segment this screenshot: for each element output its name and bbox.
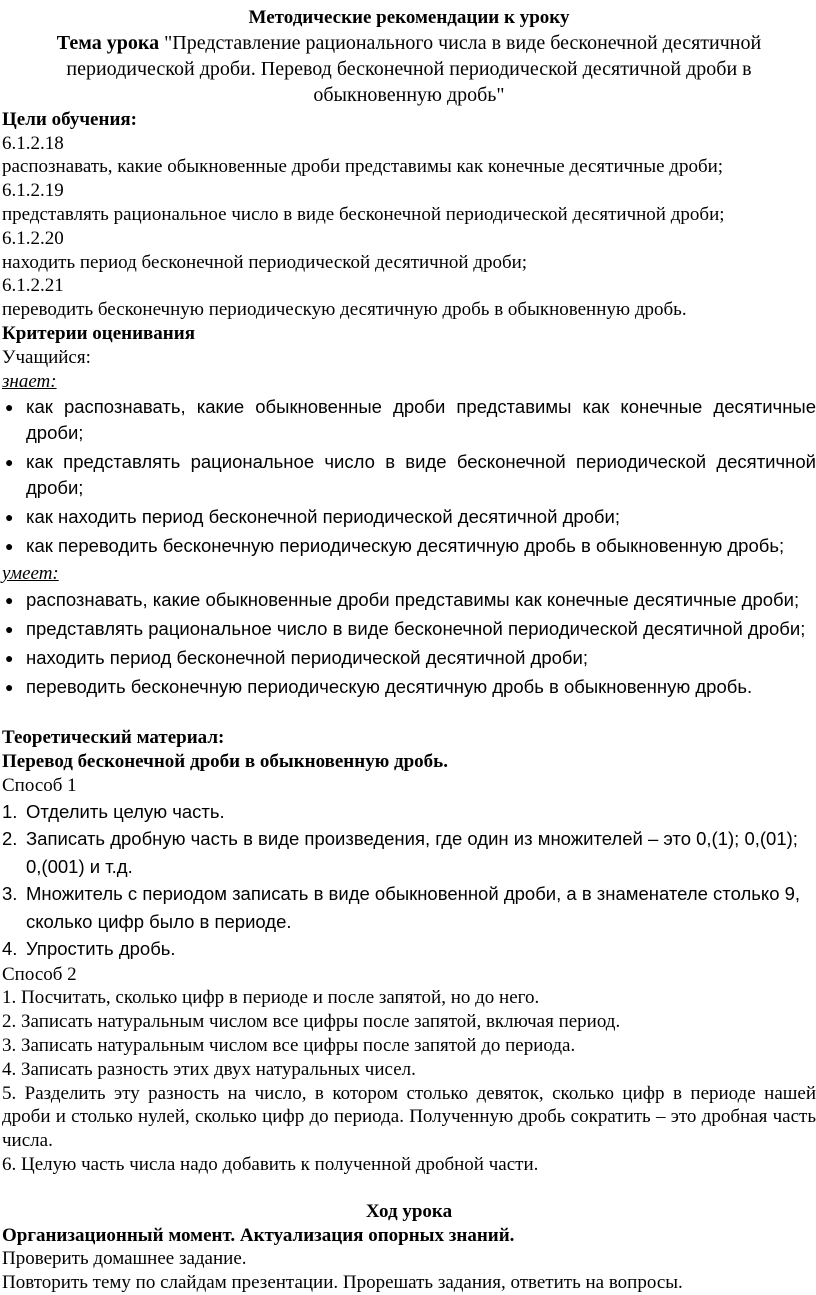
can-label: умеет: <box>2 563 59 585</box>
goal-text: распознавать, какие обыкновенные дроби представимы как конечные десятичные дроби; <box>2 156 724 178</box>
goal-text: представлять рациональное число в виде бесконечной периодической десятичной дроби; <box>2 203 725 225</box>
list-item: 4. Записать разность этих двух натуральных чисел. <box>2 1058 416 1080</box>
method1-label: Способ 1 <box>2 774 77 796</box>
bullet-icon: ● <box>5 509 14 526</box>
goal-text: переводить бесконечную периодическую десятичную дробь в обыкновенную дробь. <box>2 299 687 321</box>
criteria-heading: Критерии оценивания <box>2 322 195 344</box>
document-page <box>2 6 816 1295</box>
theory-heading: Теоретический материал: <box>2 727 225 749</box>
goal-code: 6.1.2.19 <box>2 180 64 202</box>
bullet-icon: ● <box>5 538 14 555</box>
bullet-icon: ● <box>5 621 14 638</box>
lesson-heading: Ход урока <box>365 1200 453 1222</box>
list-item: 4. Упростить дробь. <box>2 938 176 960</box>
lesson-stage: Организационный момент. Актуализация опорных знаний. <box>2 1224 515 1246</box>
goals-heading: Цели обучения: <box>2 108 137 130</box>
knows-label: знает: <box>2 370 57 392</box>
bullet-icon: ● <box>5 399 14 416</box>
bullet-icon: ● <box>5 679 14 696</box>
list-item: ● распознавать, какие обыкновенные дроби представимы как конечные десятичные дроби; <box>2 587 816 613</box>
student-label: Учащийся: <box>2 346 91 368</box>
list-item: ● как представлять рациональное число в виде бесконечной периодической десятичной дроби; <box>5 451 816 499</box>
list-item: 2. Записать дробную часть в виде произведения, где один из множителей – это 0,(1); 0,(01); 0,(001) и т.д. <box>2 828 798 877</box>
topic-text: "Представление рационального числа в виде бесконечной десятичной периодической дроби. Перевод бесконечной периодической десятичной дроби в обыкновенную дробь" <box>66 31 762 106</box>
list-item: ● переводить бесконечную периодическую десятичную дробь в обыкновенную дробь. <box>2 674 816 700</box>
list-item: 3. Записать натуральным числом все цифры после запятой до периода. <box>2 1034 576 1056</box>
list-item: ● как распознавать, какие обыкновенные дроби представимы как конечные десятичные дроби; <box>5 396 816 444</box>
lesson-line: Повторить тему по слайдам презентации. Прорешать задания, ответить на вопросы. <box>2 1272 683 1294</box>
list-item: ● находить период бесконечной периодической десятичной дроби; <box>2 645 816 671</box>
method2-label: Способ 2 <box>2 963 77 985</box>
bullet-icon: ● <box>5 592 14 609</box>
lesson-line: Проверить домашнее задание. <box>2 1248 247 1270</box>
list-item: ● представлять рациональное число в виде бесконечной периодической десятичной дроби; <box>2 616 816 642</box>
lesson-topic <box>2 30 816 108</box>
goal-code: 6.1.2.18 <box>2 132 64 154</box>
theory-subheading: Перевод бесконечной дроби в обыкновенную дробь. <box>2 750 448 772</box>
topic-label: Тема урока <box>56 31 165 54</box>
list-item: 6. Целую часть числа надо добавить к полученной дробной части. <box>2 1153 539 1175</box>
list-item: 1. Отделить целую часть. <box>2 800 225 822</box>
list-item: 2. Записать натуральным числом все цифры после запятой, включая период. <box>2 1011 621 1033</box>
goal-text: находить период бесконечной периодической десятичной дроби; <box>2 251 528 273</box>
list-item: 3. Множитель с периодом записать в виде обыкновенной дроби, а в знаменателе столько 9, сколько цифр было в периоде. <box>2 883 801 932</box>
list-item: 1. Посчитать, сколько цифр в периоде и после запятой, но до него. <box>2 987 540 1009</box>
goal-code: 6.1.2.21 <box>2 275 64 297</box>
bullet-icon: ● <box>5 454 14 471</box>
bullet-icon: ● <box>5 650 14 667</box>
goal-code: 6.1.2.20 <box>2 227 64 249</box>
list-item: ● как находить период бесконечной периодической десятичной дроби; <box>2 504 816 530</box>
list-item: 5. Разделить эту разность на число, в котором столько девяток, сколько цифр в периоде нашей дроби и столько нулей, сколько цифр до периода. Полученную дробь сократить – это дробная часть числа. <box>2 1082 816 1152</box>
list-item: ● как переводить бесконечную периодическую десятичную дробь в обыкновенную дробь; <box>2 533 816 559</box>
document-title: Методические рекомендации к уроку <box>248 7 570 28</box>
